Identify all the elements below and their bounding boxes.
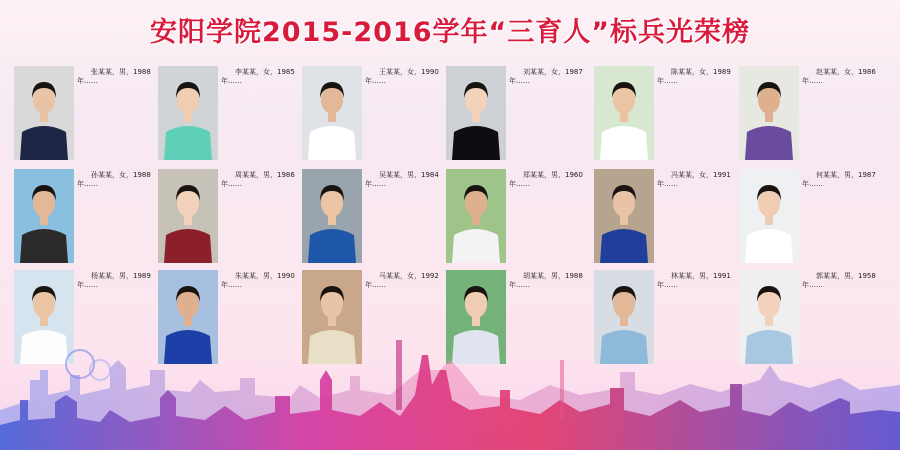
- honoree-photo: [14, 66, 74, 160]
- honoree-photo: [446, 66, 506, 160]
- honoree-bio: 郑某某，男，1960年……: [509, 171, 583, 188]
- honoree-photo: [302, 169, 362, 263]
- honoree-bio: 何某某，男，1987年……: [802, 171, 876, 188]
- honoree-photo: [739, 169, 799, 263]
- city-skyline-decoration: [0, 340, 900, 450]
- honoree-bio: 马某某，女，1992年……: [365, 272, 439, 289]
- honoree-bio: 冯某某，女，1991年……: [657, 171, 731, 188]
- honoree-photo: [594, 169, 654, 263]
- honoree-photo: [739, 66, 799, 160]
- honoree-card: [158, 66, 298, 160]
- honoree-bio: 郭某某，男，1958年……: [802, 272, 876, 289]
- honoree-bio: 吴某某，男，1984年……: [365, 171, 439, 188]
- honoree-card: [594, 66, 736, 160]
- honoree-photo: [14, 169, 74, 263]
- honoree-photo: [302, 66, 362, 160]
- honoree-bio: 林某某，男，1991年……: [657, 272, 731, 289]
- honoree-card: [14, 169, 154, 263]
- honoree-photo: [446, 169, 506, 263]
- honoree-bio: 陈某某，女，1989年……: [657, 68, 731, 85]
- honoree-card: [594, 169, 736, 263]
- honoree-bio: 朱某某，男，1990年……: [221, 272, 295, 289]
- honoree-photo: [594, 66, 654, 160]
- honoree-card: [446, 66, 590, 160]
- honoree-card: [14, 66, 154, 160]
- honoree-bio: 刘某某，女，1987年……: [509, 68, 583, 85]
- honoree-bio: 孙某某，女，1988年……: [77, 171, 151, 188]
- honoree-bio: 张某某，男，1988年……: [77, 68, 151, 85]
- honoree-card: [302, 66, 442, 160]
- honoree-bio: 胡某某，男，1988年……: [509, 272, 583, 289]
- board-title: 安阳学院2015-2016学年“三育人”标兵光荣榜: [150, 17, 750, 48]
- honoree-card: [446, 169, 590, 263]
- honoree-card: [739, 66, 889, 160]
- honoree-bio: 杨某某，男，1989年……: [77, 272, 151, 289]
- honoree-card: [158, 169, 298, 263]
- honoree-bio: 周某某，男，1986年……: [221, 171, 295, 188]
- honoree-photo: [158, 169, 218, 263]
- honoree-card: [739, 169, 889, 263]
- honoree-bio: 赵某某，女，1986年……: [802, 68, 876, 85]
- honoree-bio: 王某某，女，1990年……: [365, 68, 439, 85]
- honoree-photo: [158, 66, 218, 160]
- honoree-bio: 李某某，女，1985年……: [221, 68, 295, 85]
- honoree-card: [302, 169, 442, 263]
